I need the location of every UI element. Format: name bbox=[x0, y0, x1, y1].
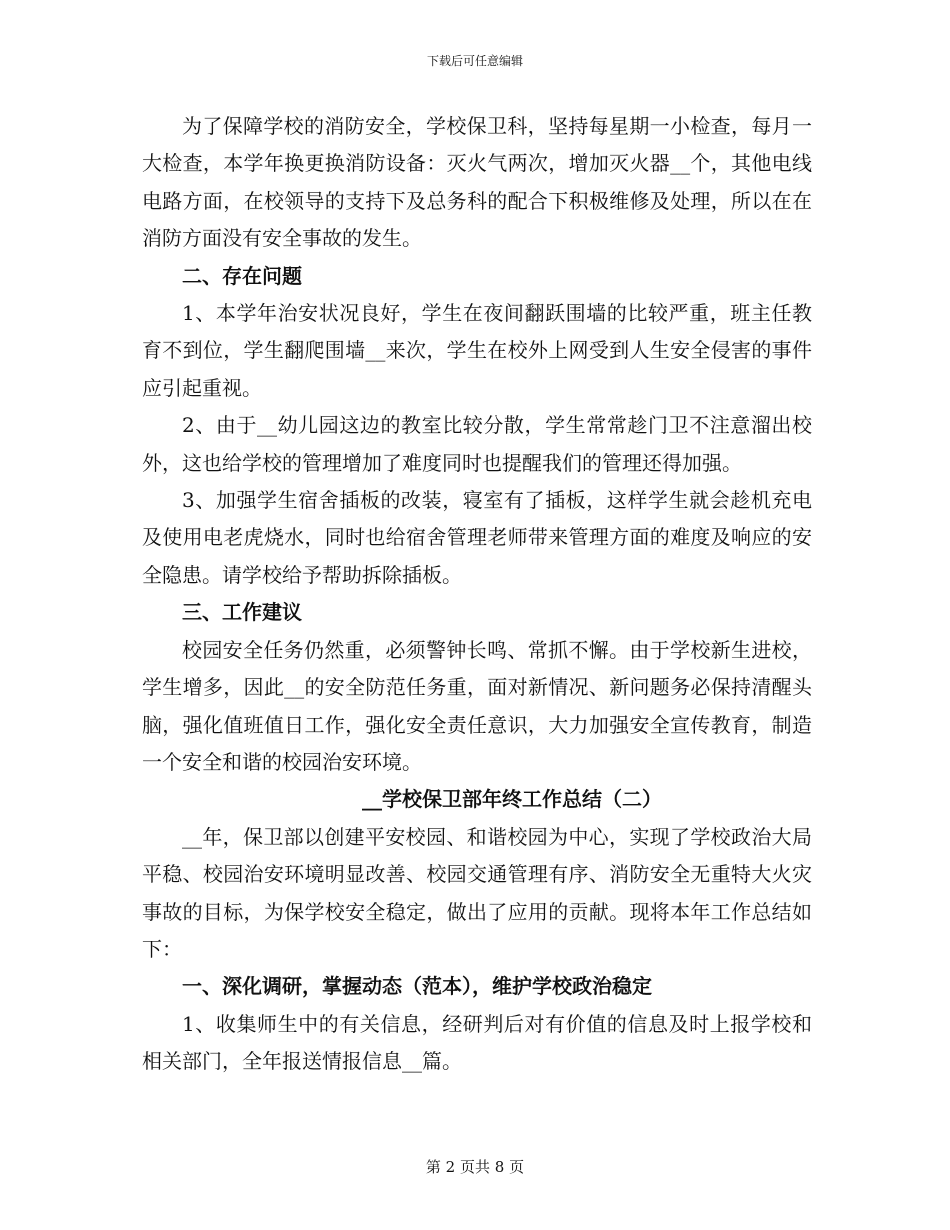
paragraph-summary-intro: __年，保卫部以创建平安校园、和谐校园为中心，实现了学校政治大局平稳、校园治安环境明显改善、校园交通管理有序、消防安全无重特大火灾事故的目标，为保学校安全稳定，做出了应用的贡献。现将本年工作总结如下： bbox=[142, 824, 812, 961]
paragraph-problem-2: 2、由于__幼儿园这边的教室比较分散，学生常常趁门卫不注意溜出校外，这也给学校的管理增加了难度同时也提醒我们的管理还得加强。 bbox=[142, 413, 812, 475]
page-footer: 第 2 页共 8 页 bbox=[425, 1158, 525, 1176]
paragraph-problem-3: 3、加强学生宿舍插板的改装，寝室有了插板，这样学生就会趁机充电及使用电老虎烧水，同时也给宿舍管理老师带来管理方面的难度及响应的安全隐患。请学校给予帮助拆除插板。 bbox=[142, 488, 812, 587]
paragraph-information-collection: 1、收集师生中的有关信息，经研判后对有价值的信息及时上报学校和相关部门，全年报送情报信息__篇。 bbox=[142, 1011, 812, 1074]
document-body bbox=[142, 108, 812, 1081]
section-title-summary-two: __学校保卫部年终工作总结（二） bbox=[362, 787, 662, 812]
paragraph-suggestions: 校园安全任务仍然重，必须警钟长鸣、常抓不懈。由于学校新生进校，学生增多，因此__的安全防范任务重，面对新情况、新问题务必保持清醒头脑，强化值班值日工作，强化安全责任意识，大力加强安全宣传教育，制造一个安全和谐的校园治安环境。 bbox=[142, 637, 812, 774]
heading-existing-problems: 二、存在问题 bbox=[182, 263, 302, 288]
heading-work-suggestions: 三、工作建议 bbox=[182, 600, 302, 625]
heading-research-stability: 一、深化调研，掌握动态（范本），维护学校政治稳定 bbox=[182, 974, 652, 999]
paragraph-problem-1: 1、本学年治安状况良好，学生在夜间翻跃围墙的比较严重，班主任教育不到位，学生翻爬围墙__来次，学生在校外上网受到人生安全侵害的事件应引起重视。 bbox=[142, 301, 812, 400]
page-header: 下载后可任意编辑 bbox=[426, 54, 523, 68]
paragraph-fire-safety: 为了保障学校的消防安全，学校保卫科，坚持每星期一小检查，每月一大检查，本学年换更换消防设备：灭火气两次，增加灭火器__个，其他电线电路方面，在校领导的支持下及总务科的配合下积极维修及处理，所以在在消防方面没有安全事故的发生。 bbox=[142, 114, 812, 251]
